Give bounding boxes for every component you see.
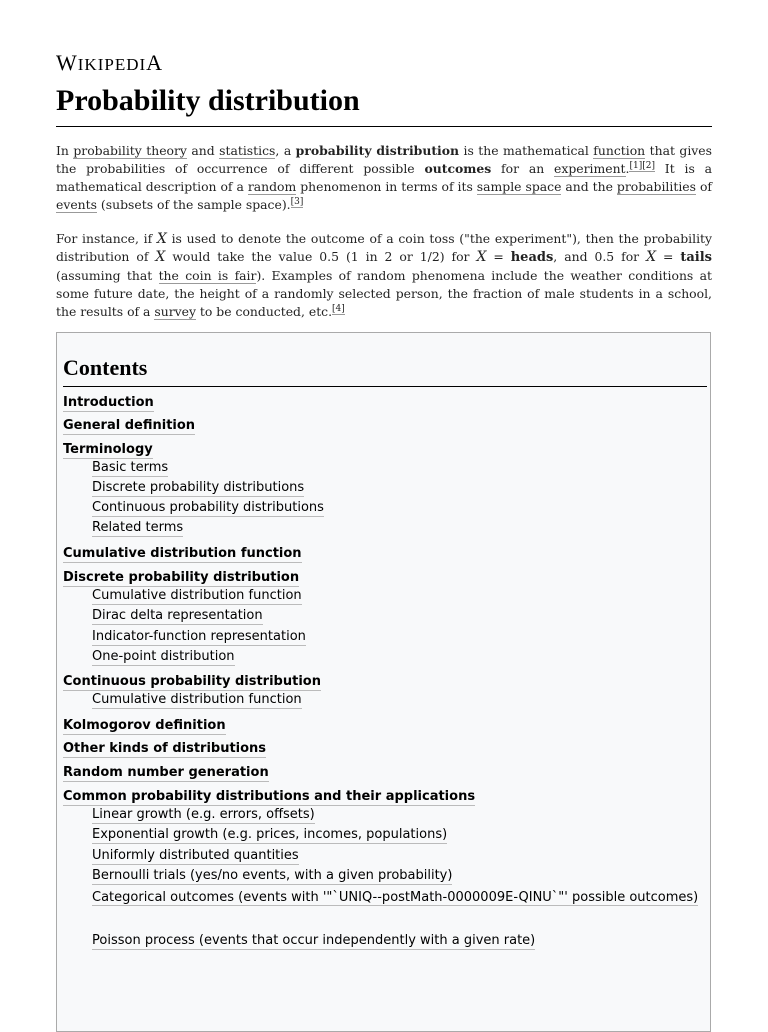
toc-item-dirac-delta-representation[interactable]: Dirac delta representation [92,608,263,623]
toc-item-random-number-generation[interactable]: Random number generation [63,765,269,780]
text: of [695,179,712,194]
math-x: X [646,249,657,265]
term-outcomes: outcomes [424,161,492,176]
toc-item-discrete-probability-distributions[interactable]: Discrete probability distributions [92,480,305,495]
text: that gives the probabilities of occurrence of different possible [56,143,712,176]
toc-item-continuous-probability-distribution[interactable]: Continuous probability distribution [63,674,321,689]
math-equals: = [656,249,681,264]
logo-a: A [146,50,164,75]
text: ). Examples of random phenomena include the weather conditions at some future date, the height of a randomly selected person, the fraction of male students in a school, the results of a [56,268,713,319]
toc-divider [63,386,707,387]
text: phenomenon in terms of its [296,179,477,194]
text: is used to denote the outcome of a coin toss ("the experiment"), then the probability distribution of [56,231,713,264]
text: For instance, if [56,231,157,246]
toc-item-uniformly-distributed[interactable]: Uniformly distributed quantities [92,848,299,863]
link-survey[interactable]: survey [154,304,196,319]
table-of-contents [56,332,711,1032]
text: It is a mathematical description of a [56,161,713,194]
text: and the [561,179,617,194]
logo-mid: IKIPEDI [77,55,147,74]
ref-1[interactable]: [1] [629,160,643,171]
toc-item-terminology[interactable]: Terminology [63,442,153,457]
toc-item-discrete-cdf[interactable]: Cumulative distribution function [92,588,302,603]
text: , and 0.5 for [553,249,647,264]
text: , a [275,143,296,158]
toc-item-other-kinds-of-distributions[interactable]: Other kinds of distributions [63,741,267,756]
toc-item-categorical-outcomes[interactable] [92,887,707,908]
toc-item-introduction[interactable]: Introduction [63,395,154,410]
text: . [625,161,630,176]
text: In [56,143,74,158]
text: (assuming that [56,268,159,283]
page-title: Probability distribution [56,84,360,117]
text: (subsets of the sample space). [96,197,291,212]
wikipedia-logo[interactable] [56,50,163,76]
link-coin-is-fair[interactable]: the coin is fair [158,268,257,283]
ref-3[interactable]: [3] [290,196,304,207]
link-probabilities[interactable]: probabilities [616,179,696,194]
toc-item-linear-growth[interactable]: Linear growth (e.g. errors, offsets) [92,807,315,822]
math-equals: = [486,249,511,264]
logo-w: W [56,50,78,75]
link-random[interactable]: random [247,179,297,194]
math-x: X [476,249,487,265]
link-sample-space[interactable]: sample space [476,179,562,194]
link-events[interactable]: events [56,197,97,212]
math-x: X [156,231,167,247]
title-divider [56,126,712,127]
text: is the mathematical [459,143,594,158]
text: and [186,143,220,158]
math-x: X [155,249,166,265]
link-function[interactable]: function [593,143,646,158]
toc-item-discrete-probability-distribution[interactable]: Discrete probability distribution [63,570,300,585]
toc-title: Contents [63,355,148,380]
ref-2[interactable]: [2] [642,160,655,171]
toc-item-indicator-function-representation[interactable]: Indicator-function representation [92,629,306,644]
toc-item-continuous-cdf[interactable]: Cumulative distribution function [92,692,302,707]
toc-item-bernoulli-trials[interactable]: Bernoulli trials (yes/no events, with a given probability) [92,868,453,883]
link-statistics[interactable]: statistics [219,143,276,158]
intro-paragraph [56,142,712,214]
text: to be conducted, etc. [195,304,333,319]
toc-item-cumulative-distribution-function[interactable]: Cumulative distribution function [63,546,302,561]
toc-item-categorical-label: Categorical outcomes (events with '"`UNIQ--postMath-0000009E-QINU`"' possible outcomes) [92,890,699,905]
toc-item-exponential-growth[interactable]: Exponential growth (e.g. prices, incomes, populations) [92,827,448,842]
link-experiment[interactable]: experiment [554,161,626,176]
toc-item-common-distributions[interactable]: Common probability distributions and their applications [63,789,476,804]
math-tails: tails [680,250,712,265]
text: for an [491,161,555,176]
text: would take the value 0.5 (1 in 2 or 1/2) for [165,249,477,264]
toc-item-poisson-process[interactable]: Poisson process (events that occur independently with a given rate) [92,933,536,948]
term-probability-distribution: probability distribution [295,143,460,158]
toc-item-basic-terms[interactable]: Basic terms [92,460,169,475]
toc-item-general-definition[interactable]: General definition [63,418,196,433]
toc-item-one-point-distribution[interactable]: One-point distribution [92,649,235,664]
toc-item-continuous-probability-distributions[interactable]: Continuous probability distributions [92,500,324,515]
link-probability-theory[interactable]: probability theory [73,143,187,158]
math-heads: heads [510,250,554,265]
toc-item-kolmogorov-definition[interactable]: Kolmogorov definition [63,718,226,733]
toc-item-related-terms[interactable]: Related terms [92,520,184,535]
ref-4[interactable]: [4] [332,303,345,314]
example-paragraph [56,230,712,321]
